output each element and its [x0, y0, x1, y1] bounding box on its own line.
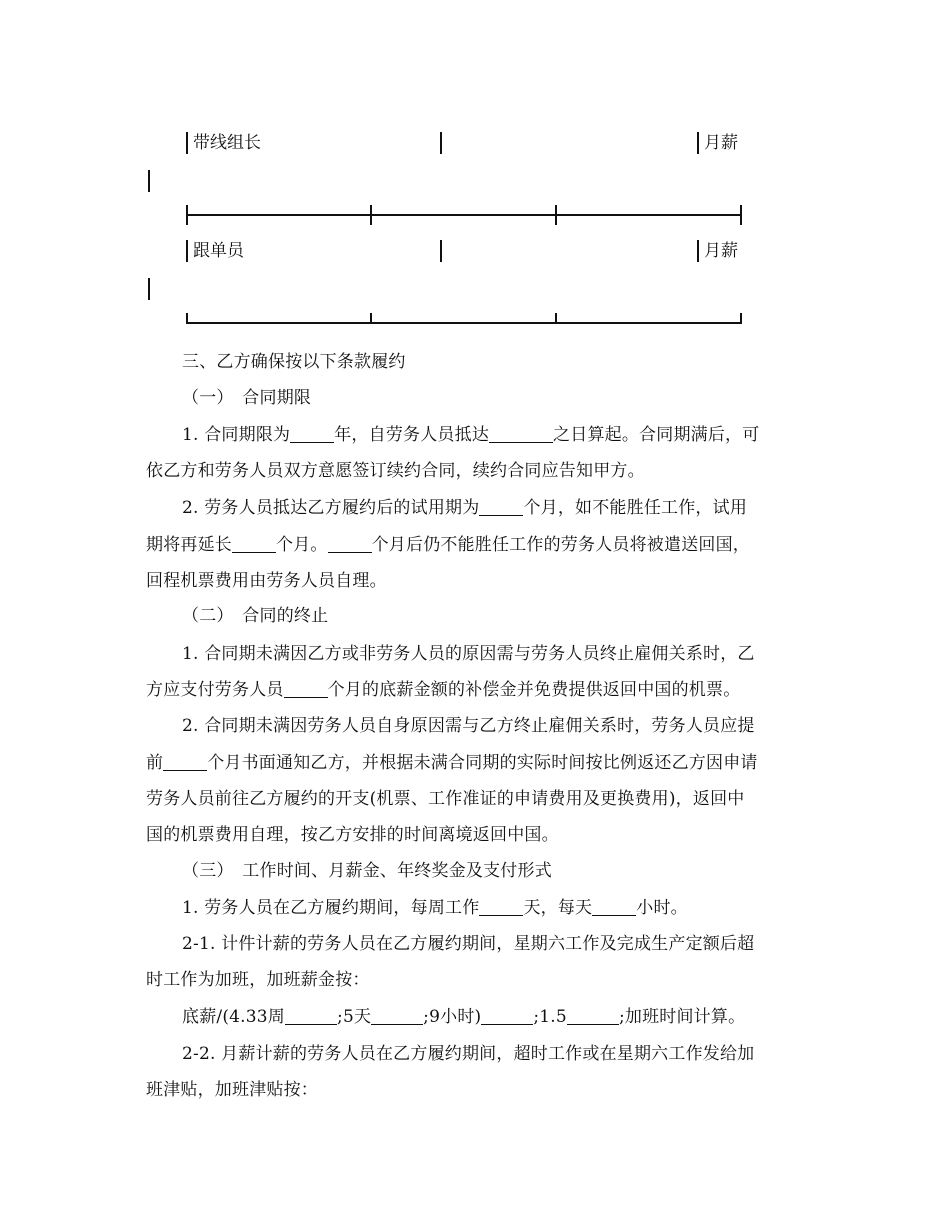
table-rule-tick [740, 313, 742, 324]
fill-blank[interactable] [232, 534, 276, 553]
table-rule [186, 214, 742, 216]
table-cell-border [440, 132, 442, 154]
paragraph-line: 1. 合同期未满因乙方或非劳务人员的原因需与劳务人员终止雇佣关系时，乙 [182, 644, 755, 664]
fill-blank[interactable] [592, 897, 636, 916]
table-rule-tick [186, 205, 188, 225]
table-rule-tick [555, 205, 557, 225]
table-cell-border [697, 132, 699, 154]
fill-blank[interactable] [328, 534, 372, 553]
fill-blank[interactable] [163, 752, 207, 771]
fill-blank[interactable] [567, 1006, 619, 1025]
table-rule-tick [555, 313, 557, 324]
table-rule-tick [740, 205, 742, 225]
fill-blank[interactable] [479, 497, 523, 516]
fill-blank[interactable] [290, 424, 334, 443]
subsection-title: （二） 合同的终止 [182, 606, 329, 626]
table-position-cell: 带线组长 [193, 133, 261, 153]
paragraph-line: 依乙方和劳务人员双方意愿签订续约合同，续约合同应告知甲方。 [146, 461, 645, 481]
paragraph-line: 2. 劳务人员抵达乙方履约后的试用期为 个月，如不能胜任工作，试用 [182, 498, 748, 518]
table-rule-tick [370, 205, 372, 225]
table-rule [186, 322, 742, 324]
table-cell-border [148, 278, 150, 300]
fill-blank[interactable] [489, 424, 553, 443]
fill-blank[interactable] [479, 897, 523, 916]
table-position-cell: 跟单员 [193, 241, 244, 261]
paragraph-line: 2-1. 计件计薪的劳务人员在乙方履约期间，星期六工作及完成生产定额后超 [182, 934, 755, 954]
table-rule-tick [370, 313, 372, 324]
paragraph-line: 2. 合同期未满因劳务人员自身原因需与乙方终止雇佣关系时，劳务人员应提 [182, 716, 755, 736]
paragraph-line: 班津贴，加班津贴按： [146, 1080, 318, 1100]
paragraph-line: 1. 劳务人员在乙方履约期间，每周工作 天，每天 小时。 [182, 898, 688, 918]
formula-line: 底薪/(4.33周 ;5天 ;9小时) ;1.5 ;加班时间计算。 [182, 1007, 746, 1027]
section-heading: 三、乙方确保按以下条款履约 [182, 352, 406, 372]
paragraph-line: 前 个月书面通知乙方，并根据未满合同期的实际时间按比例返还乙方因申请 [146, 753, 758, 773]
paragraph-line: 方应支付劳务人员 个月的底薪金额的补偿金并免费提供返回中国的机票。 [146, 680, 741, 700]
table-cell-border [440, 240, 442, 262]
paragraph-line: 时工作为加班，加班薪金按： [146, 970, 370, 990]
subsection-title: （三） 工作时间、月薪金、年终奖金及支付形式 [182, 861, 552, 881]
paragraph-line: 2-2. 月薪计薪的劳务人员在乙方履约期间，超时工作或在星期六工作发给加 [182, 1044, 755, 1064]
fill-blank[interactable] [285, 1006, 337, 1025]
paragraph-line: 1. 合同期限为 年，自劳务人员抵达 之日算起。合同期满后，可 [182, 425, 760, 445]
paragraph-line: 国的机票费用自理，按乙方安排的时间离境返回中国。 [146, 825, 559, 845]
paragraph-line: 回程机票费用由劳务人员自理。 [146, 571, 387, 591]
table-cell-border [186, 132, 188, 154]
table-cell-border [697, 240, 699, 262]
table-pay-cell: 月薪 [704, 133, 738, 153]
table-rule-tick [186, 313, 188, 324]
subsection-title: （一） 合同期限 [182, 388, 312, 408]
fill-blank[interactable] [284, 679, 328, 698]
table-cell-border [148, 170, 150, 192]
fill-blank[interactable] [371, 1006, 423, 1025]
fill-blank[interactable] [481, 1006, 533, 1025]
table-cell-border [186, 240, 188, 262]
paragraph-line: 期将再延长 个月。 个月后仍不能胜任工作的劳务人员将被遣送回国， [146, 535, 751, 555]
paragraph-line: 劳务人员前往乙方履约的开支(机票、工作准证的申请费用及更换费用)，返回中 [146, 789, 745, 809]
table-pay-cell: 月薪 [704, 241, 738, 261]
